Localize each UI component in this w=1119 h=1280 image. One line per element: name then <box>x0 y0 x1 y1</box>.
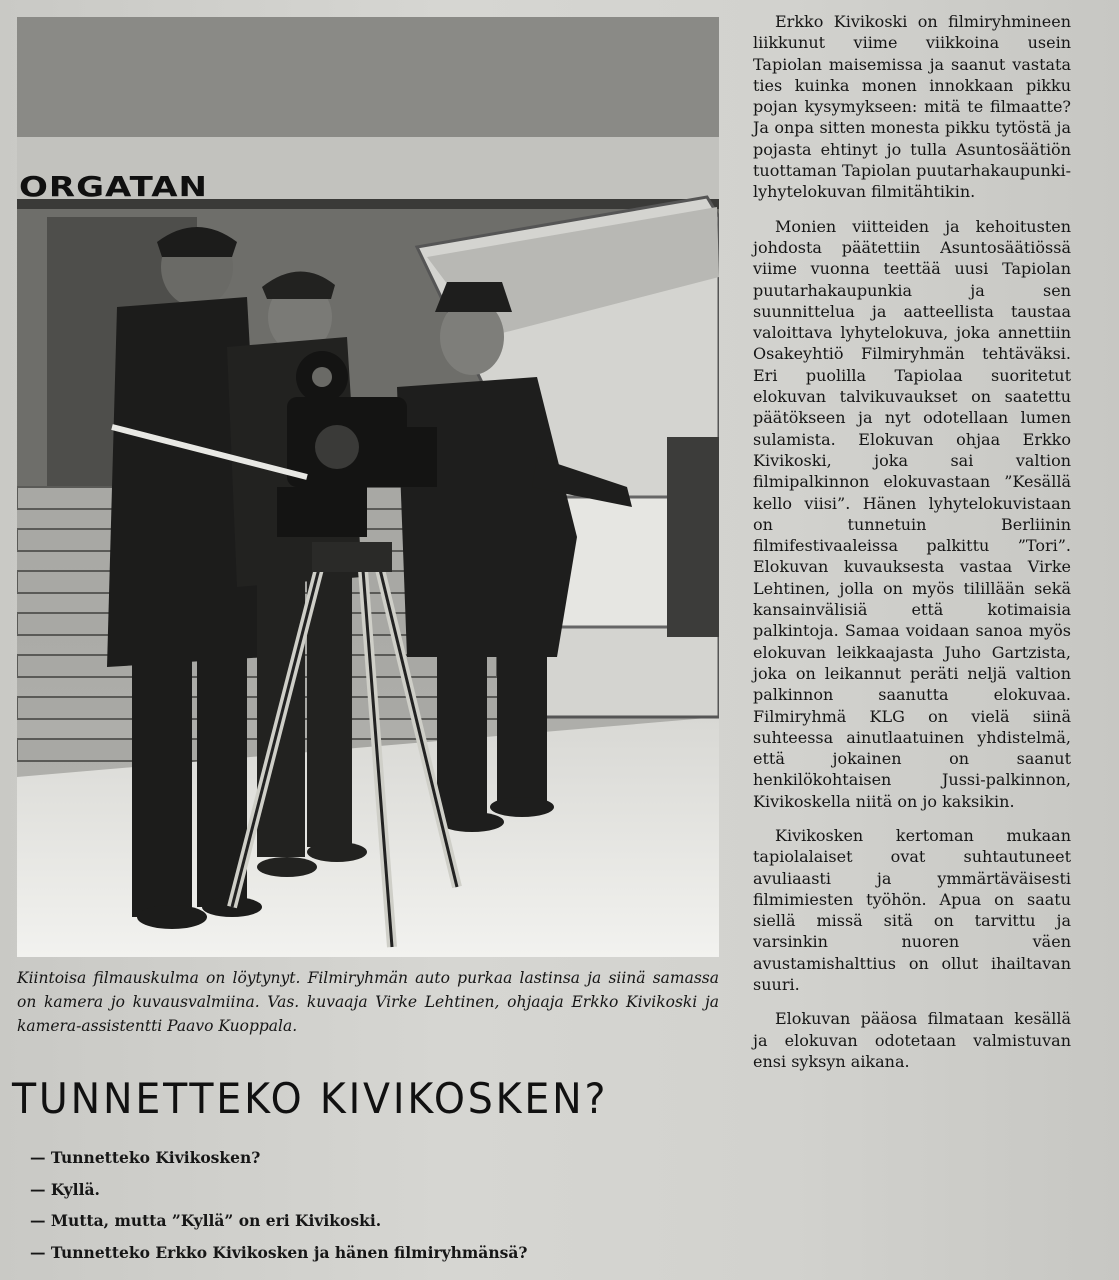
article-paragraph: Elokuvan pääosa filmataan kesällä ja elokuvan odotetaan valmistuvan ensi syksyn aikana. <box>753 1009 1071 1071</box>
article-text-column <box>753 11 1071 1085</box>
dialogue-line: — Tunnetteko Erkko Kivikosken ja hänen filmiryhmänsä? <box>30 1242 528 1262</box>
dialogue-line: — Tunnetteko Kivikosken? <box>30 1148 261 1167</box>
photo-caption: Kiintoisa filmauskulma on löytynyt. Filmiryhmän auto purkaa lastinsa ja siinä samassa on kamera jo kuvausvalmiina. Vas. kuvaaja Virke Lehtinen, ohjaaja Erkko Kivikoski ja kamera-assistentti Paavo Kuoppala. <box>17 969 719 1035</box>
article-heading: TUNNETTEKO KIVIKOSKEN? <box>12 1074 609 1123</box>
dialogue-line: — Kyllä. <box>30 1179 100 1199</box>
building-sign-text: ORGATAN <box>19 171 208 203</box>
dialogue-line: — Mutta, mutta ”Kyllä” on eri Kivikoski. <box>30 1211 382 1230</box>
dialogue-block <box>30 1142 720 1268</box>
film-crew-photo <box>17 17 719 957</box>
article-paragraph: Monien viitteiden ja kehoitusten johdosta päätettiin Asuntosäätiössä viime vuonna teettää uusi Tapiolan puutarhakaupunkia ja sen suunnittelua ja aatteellista taustaa valoittava lyhytelokuva, joka annettiin Osakeyhtiö Filmiryhmän tehtäväksi. Eri puolilla Tapiolaa suoritetut elokuvan talvikuvaukset on saatettu päätökseen ja nyt odotellaan lumen sulamista. Elokuvan ohjaa Erkko Kivikoski, joka sai valtion filmipalkinnon elokuvastaan ”Kesällä kello viisi”. Hänen lyhytelokuvistaan on tunnetuin Berliinin filmifestivaaleissa palkittu ”Tori”. Elokuvan kuvauksesta vastaa Virke Lehtinen, jolla on myös tilillään sekä kansainvälisiä että kotimaisia palkintoja. Samaa voidaan sanoa myös elokuvan leikkaajasta Juho Gartzista, joka on leikannut peräti neljä valtion palkinnon saanutta elokuvaa. Filmiryhmä KLG on vielä siinä suhteessa ainutlaatuinen yhdistelmä, että jokainen on saanut henkilökohtaisen Jussi-palkinnon, Kivikoskella niitä on jo kaksikin. <box>753 216 1071 811</box>
article-paragraph: Kivikosken kertoman mukaan tapiolalaiset ovat suhtautuneet avuliaasti ja ymmärtäväisesti filmimiesten työhön. Apua on saatu siellä missä sitä on tarvittu ja varsinkin nuoren väen avustamishalttius on ollut ihailtavan suuri. <box>753 825 1071 995</box>
photo-illustration <box>17 17 719 957</box>
article-paragraph: Erkko Kivikoski on filmiryhmineen liikkunut viime viikkoina usein Tapiolan maisemissa ja saanut vastata ties kuinka monen innokkaan pikku pojan kysymykseen: mitä te filmaatte? Ja onpa sitten monesta pikku tytöstä ja pojasta ehtinyt jo tulla Asuntosäätiön tuottaman Tapiolan puutarhakaupunki-lyhytelokuvan filmitähtikin. <box>753 12 1071 202</box>
